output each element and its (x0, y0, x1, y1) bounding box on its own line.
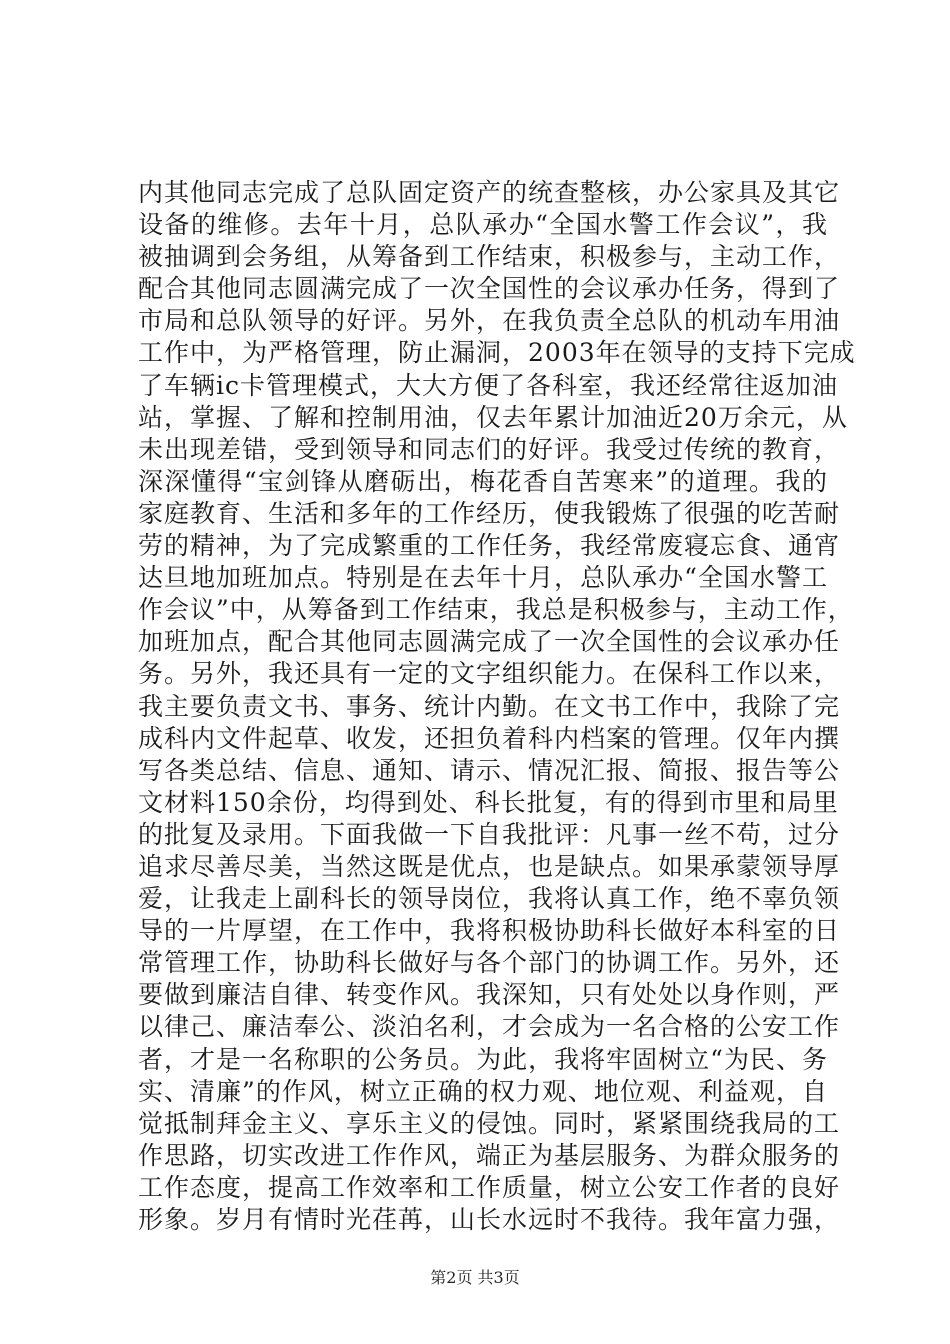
text-line: 形象。岁月有情时光荏苒，山长水远时不我待。我年富力强， (138, 1205, 841, 1234)
text-line: 作会议”中，从筹备到工作结束，我总是积极参与，主动工作， (138, 595, 854, 625)
text-line: 工作态度，提高工作效率和工作质量，树立公安工作者的良好 (138, 1172, 841, 1202)
text-line: 作思路，切实改进工作作风，端正为基层服务、为群众服务的 (138, 1140, 841, 1170)
text-line: 导的一片厚望，在工作中，我将积极协助科长做好本科室的日 (138, 916, 841, 946)
text-line: 内其他同志完成了总队固定资产的统查整核，办公家具及其它 (138, 178, 841, 207)
page-number-footer: 第2页 共3页 (430, 1268, 520, 1287)
text-line: 达旦地加班加点。特别是在去年十月，总队承办“全国水警工 (138, 563, 828, 593)
text-line: 站，掌握、了解和控制用油，仅去年累计加油近20万余元，从 (138, 402, 848, 432)
text-line: 家庭教育、生活和多年的工作经历，使我锻炼了很强的吃苦耐 (138, 498, 841, 528)
text-line: 务。另外，我还具有一定的文字组织能力。在保科工作以来， (138, 659, 841, 689)
text-line: 文材料150余份，均得到处、科长批复，有的得到市里和局里 (138, 787, 839, 817)
text-line: 市局和总队领导的好评。另外，在我负责全总队的机动车用油 (138, 306, 841, 336)
text-line: 加班加点，配合其他同志圆满完成了一次全国性的会议承办任 (138, 627, 841, 657)
text-line: 爱，让我走上副科长的领导岗位，我将认真工作，绝不辜负领 (138, 884, 841, 914)
text-line: 被抽调到会务组，从筹备到工作结束，积极参与，主动工作， (138, 242, 841, 272)
text-line: 配合其他同志圆满完成了一次全国性的会议承办任务，得到了 (138, 274, 841, 304)
text-line: 常管理工作，协助科长做好与各个部门的协调工作。另外，还 (138, 948, 841, 978)
text-line: 以律己、廉洁奉公、淡泊名利，才会成为一名合格的公安工作 (138, 1012, 841, 1042)
text-line: 追求尽善尽美，当然这既是优点，也是缺点。如果承蒙领导厚 (138, 851, 841, 881)
text-line: 未出现差错，受到领导和同志们的好评。我受过传统的教育， (138, 434, 841, 464)
text-line: 成科内文件起草、收发，还担负着科内档案的管理。仅年内撰 (138, 723, 841, 753)
text-line: 要做到廉洁自律、转变作风。我深知，只有处处以身作则，严 (138, 980, 841, 1010)
text-line: 工作中，为严格管理，防止漏洞，2003年在领导的支持下完成 (138, 338, 856, 368)
text-line: 写各类总结、信息、通知、请示、情况汇报、简报、报告等公 (138, 755, 841, 785)
text-line: 者，才是一名称职的公务员。为此，我将牢固树立“为民、务 (138, 1044, 828, 1074)
text-line: 设备的维修。去年十月，总队承办“全国水警工作会议”，我 (138, 210, 828, 240)
text-line: 的批复及录用。下面我做一下自我批评：凡事一丝不苟，过分 (138, 819, 841, 849)
text-line: 觉抵制拜金主义、享乐主义的侵蚀。同时，紧紧围绕我局的工 (138, 1108, 841, 1138)
body-text (138, 177, 856, 1236)
text-line: 劳的精神，为了完成繁重的工作任务，我经常废寝忘食、通宵 (138, 531, 841, 561)
text-line: 实、清廉”的作风，树立正确的权力观、地位观、利益观，自 (138, 1076, 828, 1106)
text-line: 了车辆ic卡管理模式，大大方便了各科室，我还经常往返加油 (138, 370, 838, 400)
text-line: 深深懂得“宝剑锋从磨砺出，梅花香自苦寒来”的道理。我的 (138, 466, 828, 496)
text-line: 我主要负责文书、事务、统计内勤。在文书工作中，我除了完 (138, 691, 841, 721)
